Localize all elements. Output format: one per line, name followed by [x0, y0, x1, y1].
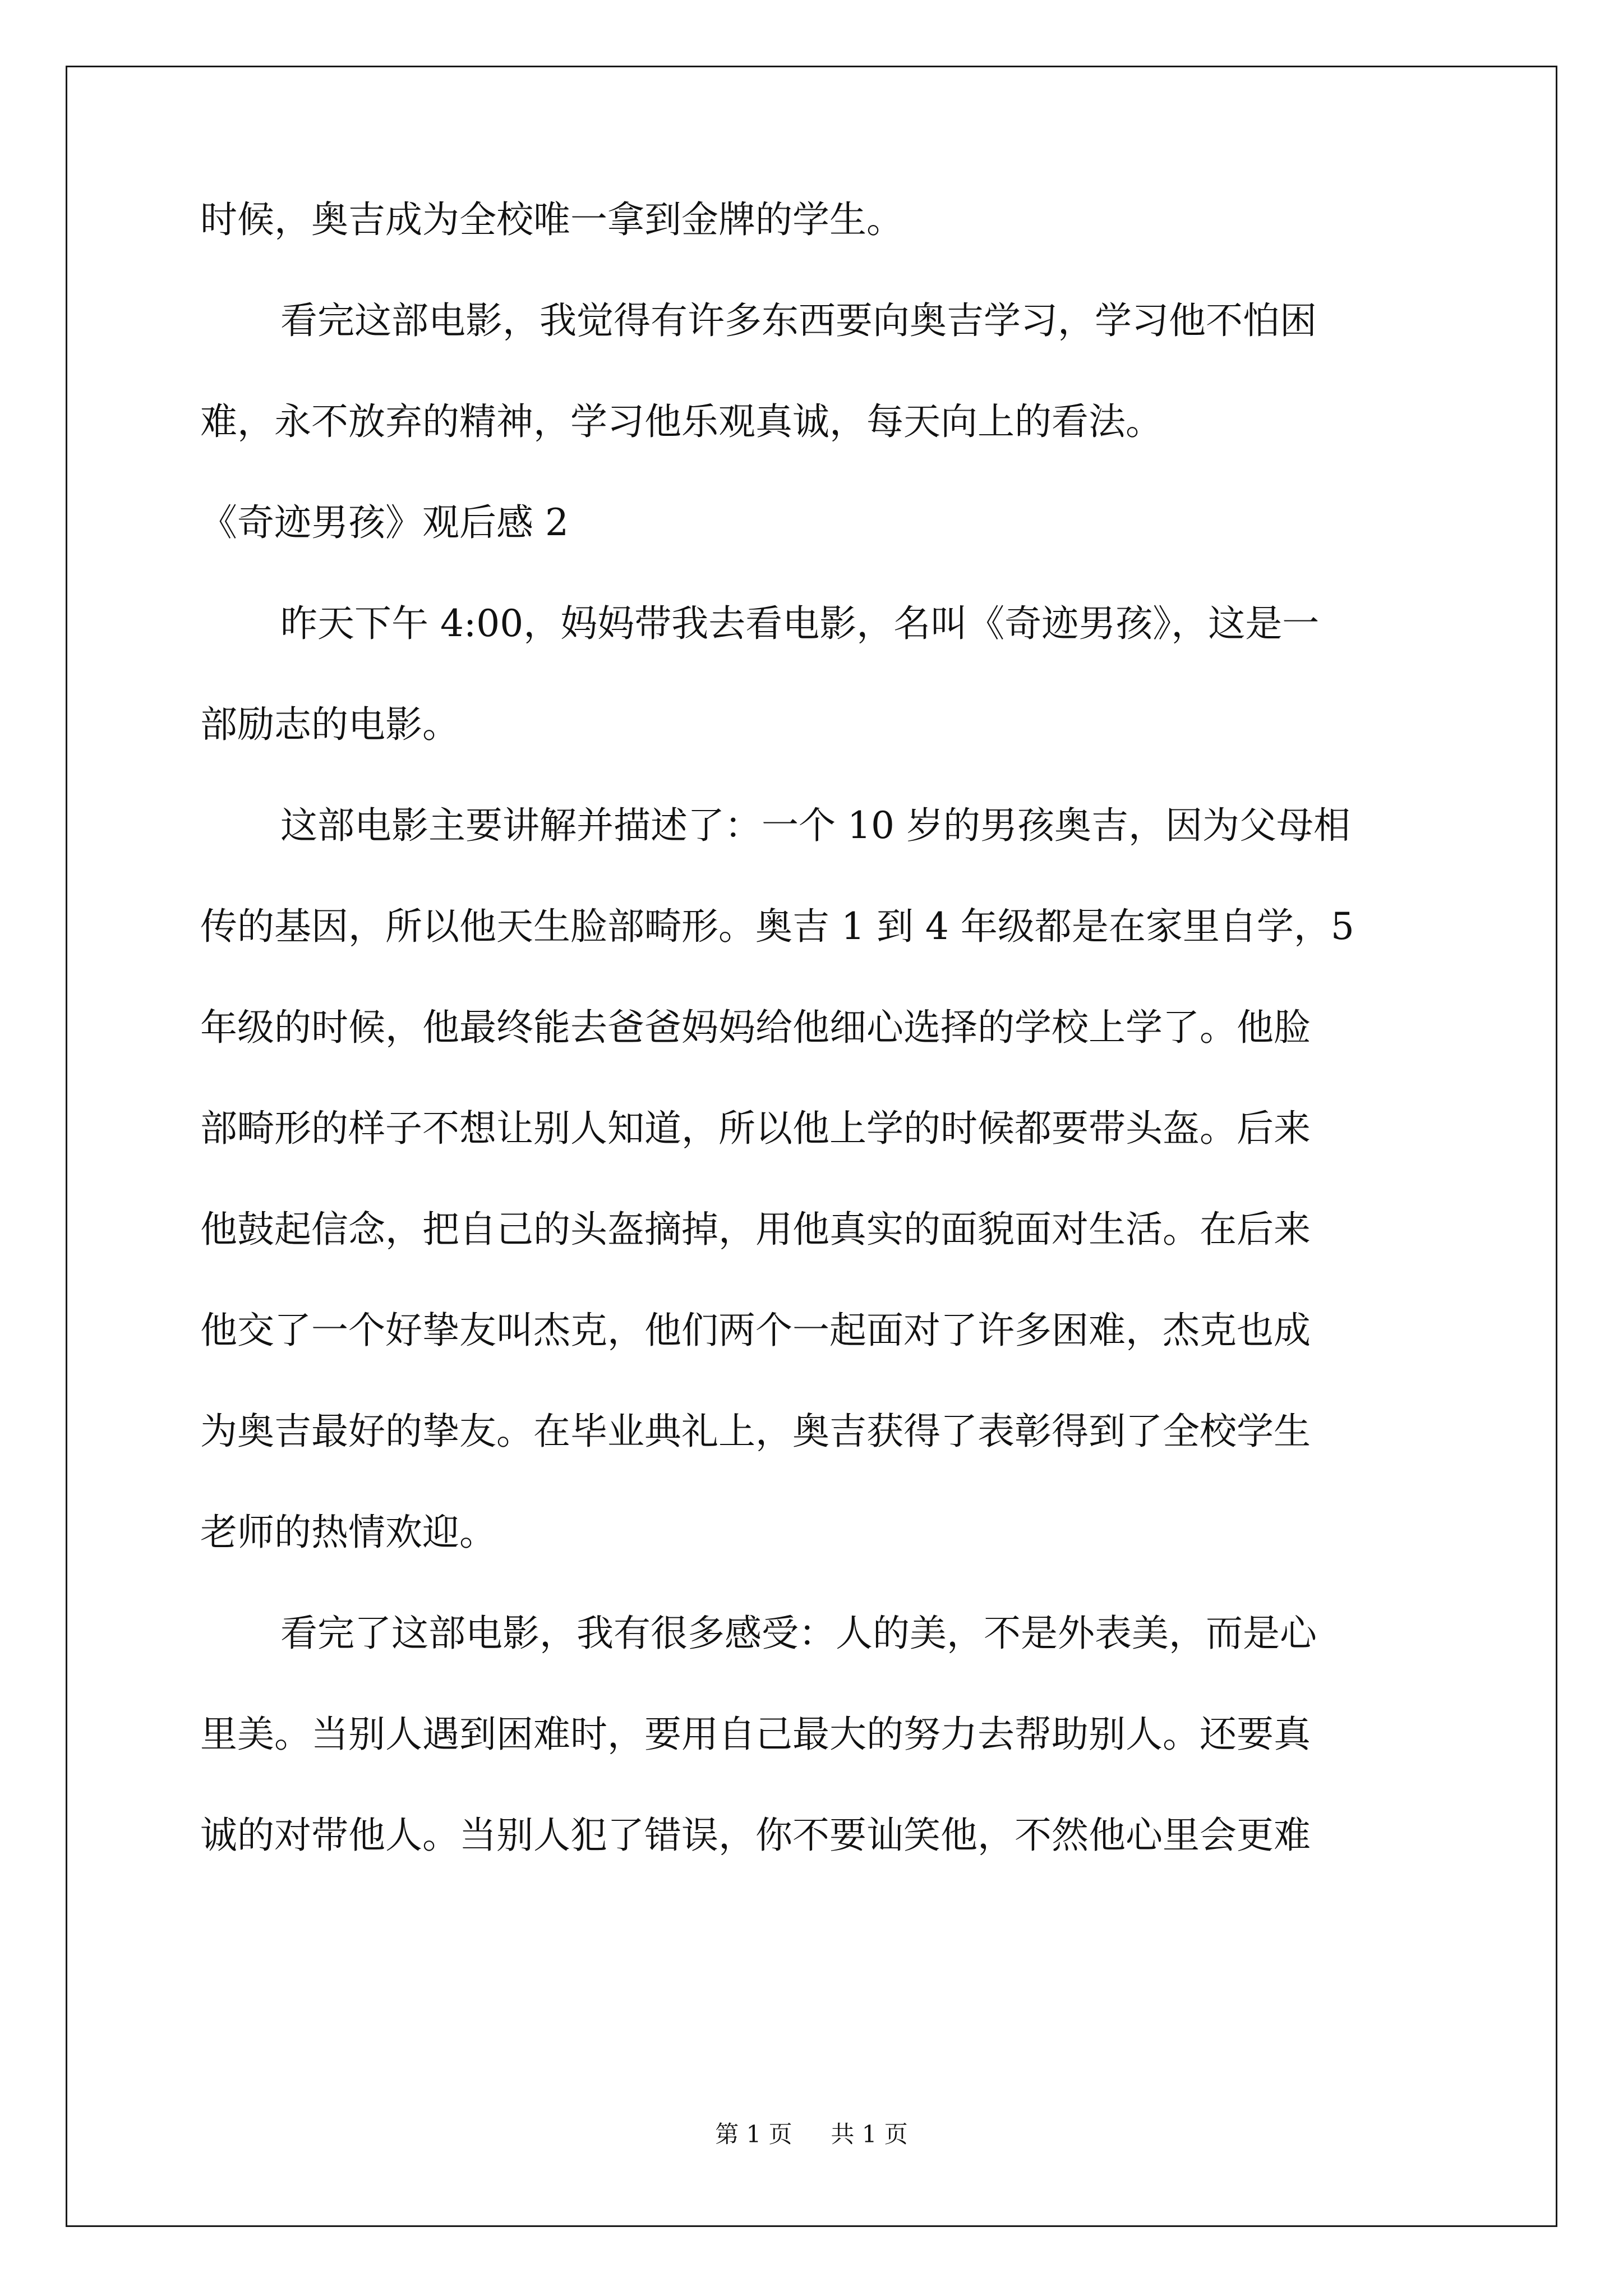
paragraph-line: 他鼓起信念，把自己的头盔摘掉，用他真实的面貌面对生活。在后来 [200, 1208, 1311, 1251]
paragraph-line: 他交了一个好挚友叫杰克，他们两个一起面对了许多困难，杰克也成 [200, 1309, 1311, 1352]
page-number: 第 1 页 [715, 2120, 792, 2148]
paragraph-line: 难，永不放弃的精神，学习他乐观真诚，每天向上的看法。 [200, 400, 1163, 443]
paragraph-line: 看完这部电影，我觉得有许多东西要向奥吉学习，学习他不怕困 [280, 299, 1317, 342]
paragraph-line: 这部电影主要讲解并描述了：一个 10 岁的男孩奥吉，因为父母相 [280, 804, 1350, 847]
paragraph-line: 里美。当别人遇到困难时，要用自己最大的努力去帮助别人。还要真 [200, 1713, 1311, 1756]
paragraph-line: 诚的对带他人。当别人犯了错误，你不要讪笑他，不然他心里会更难 [200, 1814, 1311, 1857]
page-total: 共 1 页 [831, 2120, 908, 2148]
paragraph-line: 部畸形的样子不想让别人知道，所以他上学的时候都要带头盔。后来 [200, 1107, 1311, 1150]
paragraph-line: 时候，奥吉成为全校唯一拿到金牌的学生。 [200, 198, 903, 241]
paragraph-line: 昨天下午 4:00，妈妈带我去看电影，名叫《奇迹男孩》，这是一 [280, 602, 1320, 645]
section-heading: 《奇迹男孩》观后感 2 [200, 501, 569, 544]
page-footer [0, 2120, 1623, 2148]
paragraph-line: 老师的热情欢迎。 [200, 1511, 496, 1554]
paragraph-line: 传的基因，所以他天生脸部畸形。奥吉 1 到 4 年级都是在家里自学，5 [200, 905, 1354, 948]
paragraph-line: 年级的时候，他最终能去爸爸妈妈给他细心选择的学校上学了。他脸 [200, 1006, 1311, 1049]
paragraph-line: 为奥吉最好的挚友。在毕业典礼上，奥吉获得了表彰得到了全校学生 [200, 1410, 1311, 1453]
paragraph-line: 部励志的电影。 [200, 703, 459, 746]
paragraph-line: 看完了这部电影，我有很多感受：人的美，不是外表美，而是心 [280, 1612, 1317, 1655]
